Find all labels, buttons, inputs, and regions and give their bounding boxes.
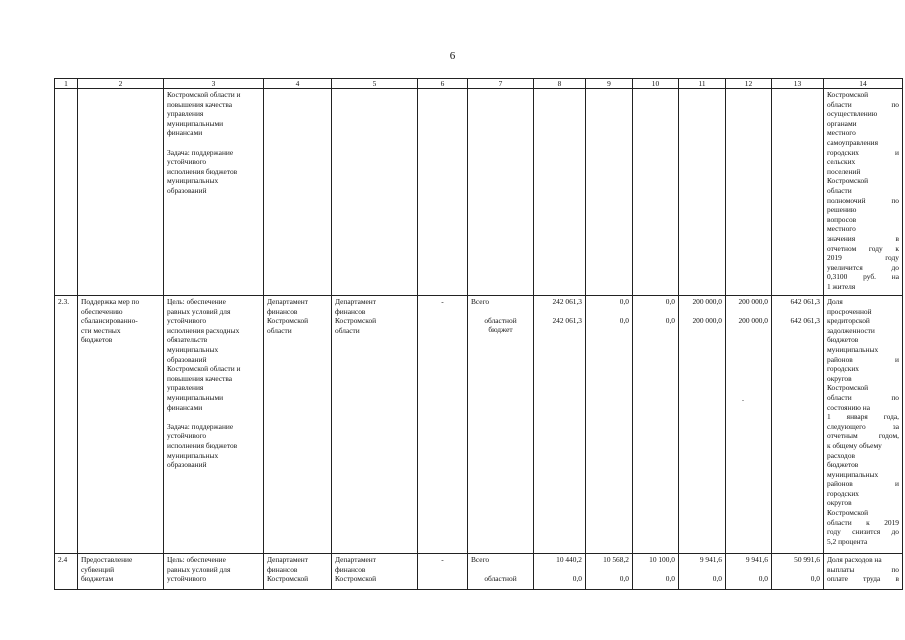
indicator-line: городских	[827, 488, 860, 498]
indicator-line: значения в	[827, 233, 899, 243]
dash-cell: -	[418, 296, 468, 554]
source-cell	[468, 554, 534, 590]
indicator-line: области по	[827, 392, 899, 402]
value-cell	[679, 296, 726, 554]
indicator-line: 2019 году	[827, 253, 899, 263]
indicator-line: Доля	[827, 297, 843, 306]
measure-name: Поддержка мер по обеспечению сбалансированно- сти местных бюджетов	[78, 296, 164, 554]
executor-cell: Департамент финансов Костромской области	[264, 296, 332, 554]
header-cell: 2	[78, 79, 164, 89]
header-cell: 4	[264, 79, 332, 89]
value-total: 10 440,2	[556, 555, 582, 564]
value-regional: 0,0	[665, 573, 675, 583]
indicator-line: состоянию на	[827, 402, 871, 412]
indicator-line: области по	[827, 99, 899, 109]
value-cell	[586, 554, 633, 590]
indicator-line: вопросов	[827, 214, 857, 224]
value-total: 0,0	[665, 297, 675, 306]
header-cell: 7	[468, 79, 534, 89]
indicator-line: кредиторской	[827, 316, 870, 326]
header-cell: 13	[772, 79, 824, 89]
value-cell	[586, 296, 633, 554]
indicator-line: сельских	[827, 157, 856, 167]
indicator-line: поселений	[827, 166, 861, 176]
goal-cell: Цель: обеспечение равных условий для устойчивого	[164, 554, 264, 590]
value-total: 50 991,6	[794, 555, 820, 564]
value-cell	[726, 554, 772, 590]
indicator-cell	[824, 554, 903, 590]
source-regional: областной бюджет	[484, 315, 517, 335]
value-total: 200 000,0	[738, 297, 768, 306]
indicator-line: муниципальных	[827, 469, 879, 479]
table-row	[55, 296, 903, 554]
value-regional: 200 000,0	[692, 315, 722, 325]
header-cell: 5	[332, 79, 418, 89]
value-total: 9 941,6	[745, 555, 768, 564]
indicator-line: задолженности	[827, 325, 875, 335]
stray-mark: -	[742, 398, 744, 404]
value-regional: 242 061,3	[552, 315, 582, 325]
header-cell: 10	[633, 79, 679, 89]
value-cell	[534, 296, 586, 554]
value-regional: 0,0	[619, 315, 629, 325]
indicator-line: Костромской	[827, 176, 869, 186]
value-total: 642 061,3	[790, 297, 820, 306]
indicator-line: выплаты по	[827, 564, 899, 574]
source-regional: областной	[484, 573, 517, 583]
header-cell: 6	[418, 79, 468, 89]
page-number: 6	[449, 50, 456, 62]
value-cell	[534, 554, 586, 590]
indicator-line: к общему объему	[827, 440, 882, 450]
dash-cell: -	[418, 554, 468, 590]
header-cell: 11	[679, 79, 726, 89]
value-regional: 200 000,0	[738, 315, 768, 325]
executor-cell: Департамент финансов Костромской	[264, 554, 332, 590]
value-regional: 0,0	[619, 573, 629, 583]
header-cell: 8	[534, 79, 586, 89]
indicator-line: Костромской	[827, 383, 869, 393]
indicator-line: округов	[827, 498, 852, 508]
value-cell	[633, 296, 679, 554]
source-cell	[468, 296, 534, 554]
header-cell: 1	[55, 79, 78, 89]
indicator-line: области	[827, 185, 852, 195]
indicator-line: самоуправления	[827, 137, 879, 147]
value-regional: 0,0	[572, 573, 582, 583]
indicator-cell	[824, 89, 903, 296]
indicator-line: 1 января года,	[827, 412, 899, 422]
indicator-line: просроченной	[827, 306, 872, 316]
indicator-line: округов	[827, 373, 852, 383]
indicator-line: увеличится до	[827, 262, 899, 272]
value-total: 200 000,0	[692, 297, 722, 306]
indicator-line: бюджетов	[827, 460, 859, 470]
indicator-line: году снизится до	[827, 527, 899, 537]
indicator-line: городских	[827, 364, 860, 374]
indicator-line: районов и	[827, 479, 899, 489]
row-number: 2.4	[55, 554, 78, 590]
indicator-line: оплате труда в	[827, 574, 899, 584]
value-total: 242 061,3	[552, 297, 582, 306]
header-cell: 9	[586, 79, 633, 89]
indicator-line: местного	[827, 224, 856, 234]
coexecutor-cell: Департамент финансов Костромской	[332, 554, 418, 590]
indicator-line: Доля расходов на	[827, 555, 882, 564]
value-regional: 0,0	[758, 573, 768, 583]
source-total: Всего	[471, 297, 490, 306]
indicator-line: бюджетов	[827, 335, 859, 345]
indicator-line: осуществлению	[827, 109, 878, 119]
column-number-row	[55, 79, 903, 89]
header-cell: 14	[824, 79, 903, 89]
indicator-line: отчетном году к	[827, 243, 899, 253]
indicator-line: районов и	[827, 354, 899, 364]
indicator-line: расходов	[827, 450, 855, 460]
row-number: 2.3.	[55, 296, 78, 554]
indicator-line: местного	[827, 128, 856, 138]
value-cell	[772, 296, 824, 554]
value-regional: 0,0	[665, 315, 675, 325]
table-row	[55, 89, 903, 296]
indicator-line: 5,2 процента	[827, 536, 868, 546]
header-cell: 3	[164, 79, 264, 89]
indicator-line: области к 2019	[827, 517, 899, 527]
table-row	[55, 554, 903, 590]
indicator-line: следующего за	[827, 421, 899, 431]
value-total: 10 100,0	[649, 555, 675, 564]
measure-name: Предоставление субвенций бюджетам	[78, 554, 164, 590]
indicator-line: органами	[827, 118, 857, 128]
coexecutor-cell: Департамент финансов Костромской области	[332, 296, 418, 554]
value-regional: 642 061,3	[790, 315, 820, 325]
indicator-line: 1 жителя	[827, 281, 856, 291]
indicator-line: Костромской	[827, 508, 869, 518]
program-table	[54, 78, 903, 590]
value-cell	[772, 554, 824, 590]
value-regional: 0,0	[712, 573, 722, 583]
indicator-line: муниципальных	[827, 344, 879, 354]
value-total: 0,0	[619, 297, 629, 306]
indicator-cell	[824, 296, 903, 554]
indicator-line: отчетным годом,	[827, 431, 899, 441]
indicator-line: полномочий по	[827, 195, 899, 205]
source-total: Всего	[471, 555, 490, 564]
goal-cell: Костромской области и повышения качества управления муниципальными финансами Задача: поддержание устойчивого исполнения бюджетов муниципальных образований	[164, 89, 264, 296]
indicator-line: решению	[827, 205, 857, 215]
indicator-line: городских и	[827, 147, 899, 157]
value-cell	[679, 554, 726, 590]
value-total: 9 941,6	[699, 555, 722, 564]
indicator-line: Костромской	[827, 90, 869, 99]
header-cell: 12	[726, 79, 772, 89]
indicator-line: 0,3100 руб. на	[827, 272, 899, 282]
value-total: 10 568,2	[603, 555, 629, 564]
value-cell	[726, 296, 772, 554]
goal-cell: Цель: обеспечение равных условий для устойчивого исполнения расходных обязательств муниципальных образований Костромской области и повышения качества управления муниципальными финансами Задача: поддержание устойчивого исполнения бюджетов муниципальных образований	[164, 296, 264, 554]
value-regional: 0,0	[810, 573, 820, 583]
value-cell	[633, 554, 679, 590]
